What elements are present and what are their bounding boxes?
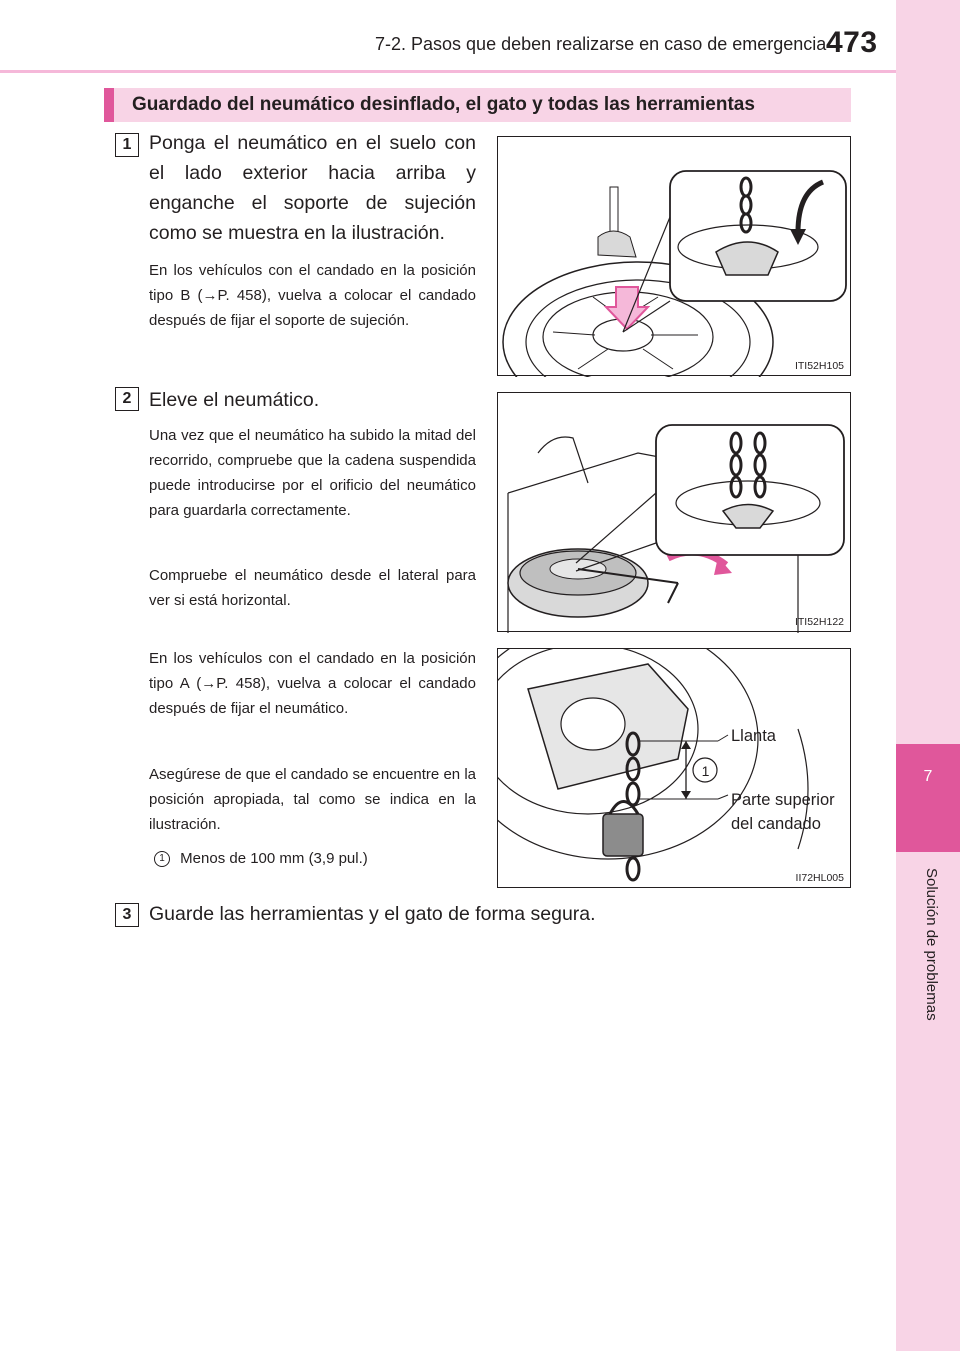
step-2-text: Eleve el neumático. xyxy=(149,389,320,411)
step-2-note-2: Compruebe el neumático desde el lateral para ver si está horizontal. xyxy=(149,567,476,609)
figure-raise-tire xyxy=(497,392,851,632)
figure-3-code: II72HL005 xyxy=(795,872,844,884)
step-1-text: Ponga el neumático en el suelo con el lado exterior hacia arriba y enganche el soporte de sujeción como se muestra en la ilustración. xyxy=(149,132,476,244)
label-lock-top: Parte superior del candado xyxy=(731,791,835,833)
section-heading-bar xyxy=(104,88,851,122)
raise-tire-illustration xyxy=(498,393,852,633)
figure-tire-on-ground xyxy=(497,136,851,376)
label-marker: 1 xyxy=(701,763,710,779)
chapter-side-tab[interactable] xyxy=(896,0,960,1351)
lock-position-illustration xyxy=(498,649,852,889)
step-1-note: En los vehículos con el candado en la posición tipo B (→P. 458), vuelva a colocar el candado después de fijar el soporte de sujeción. xyxy=(149,262,476,329)
step-2-note-1: Una vez que el neumático ha subido la mitad del recorrido, compruebe que la cadena suspendida puede introducirse por el orificio del neumático para guardarla correctamente. xyxy=(149,427,476,519)
figure-1-code: ITI52H105 xyxy=(794,360,844,372)
step-2-legend xyxy=(154,846,474,871)
chapter-number: 7 xyxy=(923,768,933,785)
legend-text: Menos de 100 mm (3,9 pul.) xyxy=(180,850,368,867)
step-2-note-3: En los vehículos con el candado en la posición tipo A (→P. 458), vuelva a colocar el candado después de fijar el neumático. xyxy=(149,650,476,717)
page-number: 473 xyxy=(826,26,878,59)
step-2-number: 2 xyxy=(115,387,139,411)
legend-marker: 1 xyxy=(154,851,170,867)
header-rule xyxy=(0,70,896,73)
header-section-title: 7-2. Pasos que deben realizarse en caso de emergencia xyxy=(375,34,827,54)
step-3-number: 3 xyxy=(115,903,139,927)
section-heading: Guardado del neumático desinflado, el gato y todas las herramientas xyxy=(132,94,755,115)
tire-hook-illustration xyxy=(498,137,852,377)
figure-lock-position xyxy=(497,648,851,888)
step-2-note-4: Asegúrese de que el candado se encuentre en la posición apropiada, tal como se indica en la ilustración. xyxy=(149,766,476,833)
chapter-title: Solución de problemas xyxy=(923,868,940,1021)
step-1-number: 1 xyxy=(115,133,139,157)
chapter-tab-active[interactable] xyxy=(896,744,960,852)
step-3-text: Guarde las herramientas y el gato de forma segura. xyxy=(149,903,596,925)
figure-2-code: ITI52H122 xyxy=(794,616,844,628)
label-rim: Llanta xyxy=(731,727,776,745)
